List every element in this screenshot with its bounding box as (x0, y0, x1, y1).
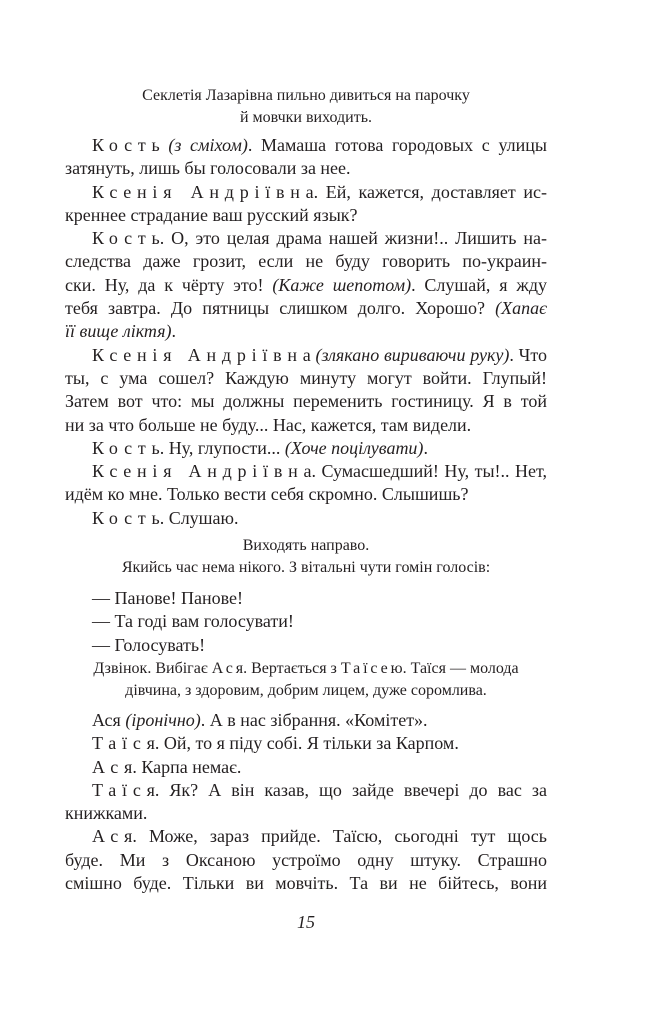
text-line (65, 709, 547, 732)
speaker-name: Таїся (92, 733, 161, 754)
text-segment: смішно буде. Тільки ви мовчіть. Та ви не бійтесь, вони (65, 873, 547, 894)
page-number: 15 (297, 912, 315, 932)
text-segment: креннее страдание ваш русский язык? (65, 204, 358, 225)
paragraph (65, 181, 547, 228)
dialogue-section-2 (65, 709, 547, 895)
speaker-name: Ксенія Андріївна (92, 344, 317, 365)
text-line (65, 872, 547, 895)
text-segment: Виходять направо. (242, 537, 370, 554)
text-line (65, 274, 547, 297)
text-line (65, 414, 547, 437)
text-line (65, 849, 547, 872)
offstage-shouts (65, 587, 547, 657)
text-line (65, 107, 547, 129)
paragraph (65, 460, 547, 507)
text-segment: . Ей, кажется, доставляет ис- (313, 181, 547, 202)
speaker-name: Кость (92, 437, 166, 458)
stage-remark: (Хоче поцілувати) (284, 437, 424, 458)
speaker-name: Ася (92, 756, 139, 777)
text-segment: . Таїся — молода (402, 660, 519, 677)
text-line (65, 779, 547, 802)
paragraph (65, 437, 547, 460)
speaker-name: Ася (211, 660, 246, 677)
text-line (65, 134, 547, 157)
text-segment: Дзвінок. Вибігає (93, 660, 212, 677)
paragraph (65, 134, 547, 181)
paragraph (65, 610, 547, 633)
stage-remark: (з сміхом) (168, 135, 248, 155)
text-segment: . Як? А він казав, що зайде ввечері до вас за (154, 779, 547, 800)
text-line (65, 658, 547, 680)
text-line (65, 825, 547, 848)
speaker-name: Таїся (92, 779, 161, 800)
text-segment: . Ну, глупости... (159, 437, 285, 458)
text-segment: ты, с ума сошел? Каждую минуту могут войти. Глупый! (65, 367, 547, 388)
text-segment: буде. Ми з Оксаною устроїмо одну штуку. Страшно (65, 849, 547, 870)
text-segment: книжками. (65, 803, 148, 824)
text-line (65, 181, 547, 204)
stage-remark: її вище ліктя) (65, 321, 172, 342)
text-segment: . Мамаша готова городовых с улицы (247, 135, 547, 155)
text-segment: Затем вот что: мы должны переменить гостиницу. Я в той (65, 391, 547, 412)
paragraph (65, 709, 547, 732)
text-segment: ски. Ну, да к чёрту это! (65, 274, 273, 295)
text-line (65, 460, 547, 483)
paragraph (65, 344, 547, 437)
speaker-name: Кость (92, 228, 166, 249)
paragraph (65, 587, 547, 610)
text-line (65, 756, 547, 779)
text-segment: . (171, 321, 176, 342)
text-segment: Якийсь час нема нікого. З вітальні чути гомін голосів: (121, 559, 491, 576)
text-segment: . Може, зараз прийде. Таїсю, сьогодні тут щось (132, 826, 547, 847)
text-segment: . Ой, то я піду собі. Я тільки за Карпом. (154, 733, 459, 754)
text-line (65, 297, 547, 320)
paragraph (65, 227, 547, 343)
text-segment: — Панове! Панове! (92, 588, 243, 608)
stage-direction-top (65, 85, 547, 129)
stage-direction-doorbell (65, 658, 547, 702)
text-segment: тебя завтра. До пятницы слишком долго. Хорошо? (65, 298, 496, 319)
text-segment: следства даже грозит, если не буду говорить по-украин- (65, 251, 547, 272)
paragraph (65, 507, 547, 530)
text-line (65, 390, 547, 413)
text-line (65, 320, 547, 343)
paragraph (65, 732, 547, 755)
paragraph (65, 634, 547, 657)
text-segment: . (423, 437, 428, 458)
speaker-name: Кость (92, 135, 166, 155)
text-segment: дівчина, з здоровим, добрим лицем, дуже соромлива. (125, 682, 487, 699)
text-segment: й мовчки виходить. (239, 109, 373, 126)
text-segment: — Та годі вам голосувати! (92, 611, 294, 632)
text-segment: — Голосувать! (92, 634, 206, 655)
text-line (65, 227, 547, 250)
text-line (65, 680, 547, 702)
text-line (65, 732, 547, 755)
text-line (65, 437, 547, 460)
text-segment: Секлетія Лазарівна пильно дивиться на парочку (142, 87, 470, 104)
speaker-name: Таїсею (340, 660, 406, 677)
text-line (65, 483, 547, 506)
text-line (65, 507, 547, 530)
paragraph (65, 756, 547, 779)
text-line (65, 610, 547, 633)
text-line (65, 802, 547, 825)
stage-remark: (Каже шепотом) (272, 274, 412, 295)
text-segment: . А в нас зібрання. «Комітет». (200, 710, 428, 730)
text-line (65, 344, 547, 367)
text-line (65, 250, 547, 273)
text-segment: . О, это целая драма нашей жизни!.. Лишить на- (159, 228, 547, 249)
text-segment: . Слушай, я жду (411, 274, 547, 295)
text-segment: Ася (92, 710, 126, 730)
text-segment: . Сумасшедший! Ну, ты!.. Нет, (311, 461, 548, 482)
text-line (65, 204, 547, 227)
paragraph (65, 825, 547, 895)
text-segment: . Слушаю. (159, 507, 239, 528)
text-segment: . Карпа немає. (132, 756, 242, 777)
text-line (65, 557, 547, 579)
text-line (65, 587, 547, 610)
text-line (65, 367, 547, 390)
text-segment: идём ко мне. Только вести себя скромно. Слышишь? (65, 484, 469, 505)
speaker-name: Ксенія Андріївна (92, 461, 318, 482)
stage-remark: (іронічно) (125, 710, 201, 730)
dialogue-section-1 (65, 134, 547, 530)
stage-remark: (Хапає (495, 298, 547, 319)
paragraph (65, 779, 547, 826)
text-segment: . Что (509, 344, 548, 365)
stage-remark: (злякано вириваючи руку) (315, 344, 510, 365)
text-line (65, 157, 547, 180)
text-segment: ни за что больше не буду... Нас, кажется, там видели. (65, 414, 472, 435)
speaker-name: Кость (92, 507, 166, 528)
text-line (65, 85, 547, 107)
speaker-name: Ася (92, 826, 139, 847)
text-line (65, 634, 547, 657)
speaker-name: Ксенія Андріївна (92, 181, 320, 202)
text-line (65, 535, 547, 557)
text-segment: затянуть, лишь бы голосовали за нее. (65, 158, 351, 179)
text-segment: . Вертається з (243, 660, 341, 677)
stage-direction-exit (65, 535, 547, 579)
